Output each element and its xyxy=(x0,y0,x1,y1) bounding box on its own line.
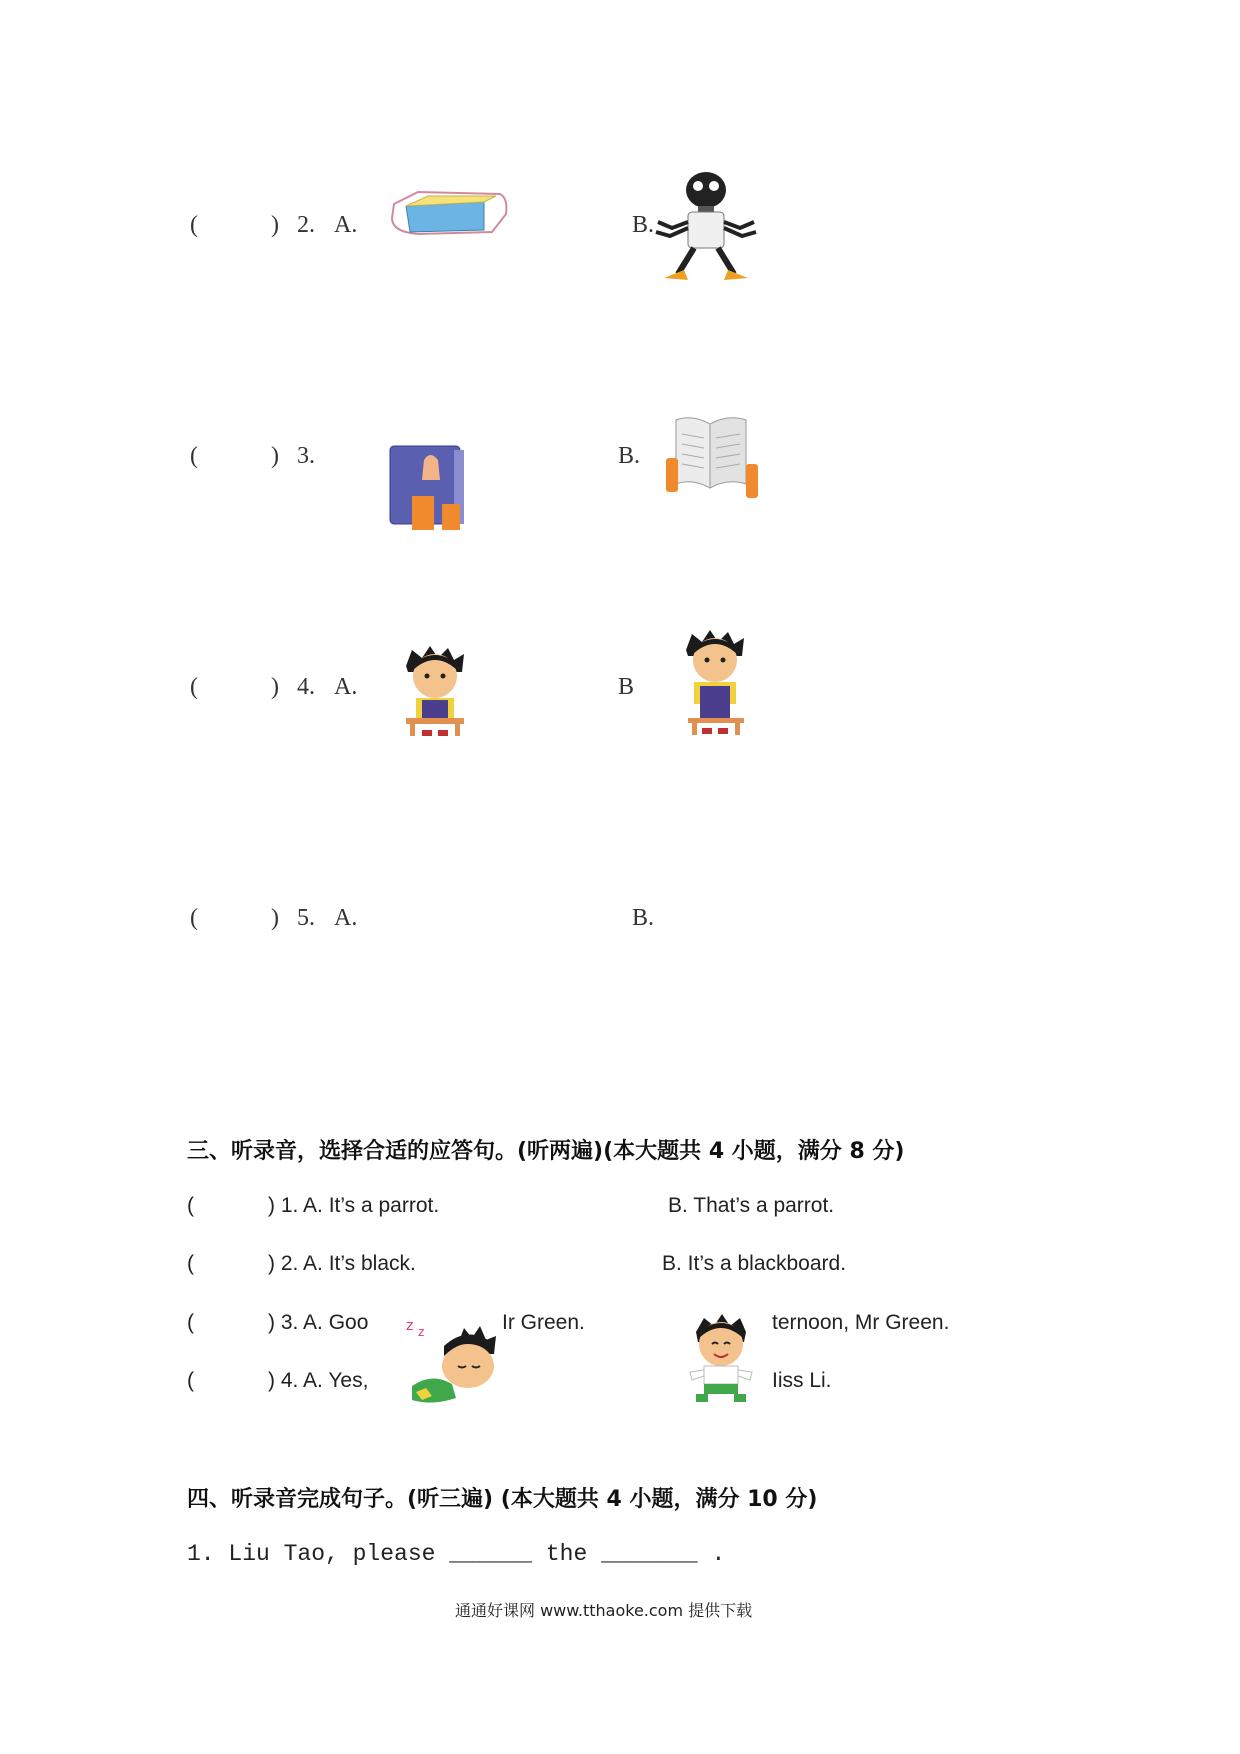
option-b-label: B. xyxy=(632,212,655,238)
answer-paren-open: ( xyxy=(190,674,198,700)
answer-paren: ( xyxy=(187,1194,194,1217)
option-a-label: A. xyxy=(334,674,358,700)
closed-book-icon xyxy=(384,440,476,536)
option-b-text: ternoon, Mr Green. xyxy=(772,1311,950,1334)
answer-paren-open: ( xyxy=(190,905,198,931)
question-number: 2. xyxy=(297,212,315,238)
waking-boy-icon xyxy=(686,1314,758,1406)
page-footer: 通通好课网 www.tthaoke.com 提供下载 xyxy=(455,1601,753,1620)
svg-text:z: z xyxy=(406,1318,414,1334)
option-a-text-tail: Ir Green. xyxy=(502,1311,585,1334)
answer-paren-close: ) xyxy=(271,443,279,469)
svg-text:z: z xyxy=(418,1325,425,1339)
sleeping-boy-icon xyxy=(402,1314,506,1406)
answer-paren-close: ) xyxy=(271,674,279,700)
section4-heading: 四、听录音完成句子。(听三遍) (本大题共 4 小题，满分 10 分) xyxy=(187,1487,818,1512)
boy-standing-icon xyxy=(678,630,754,738)
option-a-text: ) 1. A. It’s a parrot. xyxy=(268,1194,440,1217)
boy-sitting-icon xyxy=(398,646,472,740)
answer-paren-open: ( xyxy=(190,212,198,238)
option-b-text: B. It’s a blackboard. xyxy=(662,1252,847,1275)
robot-icon xyxy=(650,170,762,288)
option-b-label: B. xyxy=(632,905,655,931)
answer-paren: ( xyxy=(187,1252,194,1275)
question-number: 3. xyxy=(297,443,315,469)
question-number: 4. xyxy=(297,674,315,700)
option-a-label: A. xyxy=(334,905,358,931)
question-number: 5. xyxy=(297,905,315,931)
answer-paren-close: ) xyxy=(271,905,279,931)
answer-paren-close: ) xyxy=(271,212,279,238)
eraser-icon xyxy=(388,190,510,238)
option-a-label: A. xyxy=(334,212,358,238)
option-a-text: ) 3. A. Goo xyxy=(268,1311,369,1334)
option-b-label: B xyxy=(618,674,635,700)
open-book-icon xyxy=(662,414,762,498)
option-b-text: Iiss Li. xyxy=(772,1369,832,1392)
option-b-label: B. xyxy=(618,443,641,469)
section3-heading: 三、听录音，选择合适的应答句。(听两遍)(本大题共 4 小题，满分 8 分) xyxy=(187,1139,905,1164)
option-a-text: ) 2. A. It’s black. xyxy=(268,1252,416,1275)
fill-in-sentence: 1. Liu Tao, please ______ the _______ . xyxy=(187,1541,726,1567)
option-b-text: B. That’s a parrot. xyxy=(668,1194,835,1217)
answer-paren: ( xyxy=(187,1369,194,1392)
option-a-text: ) 4. A. Yes, xyxy=(268,1369,369,1392)
answer-paren-open: ( xyxy=(190,443,198,469)
answer-paren: ( xyxy=(187,1311,194,1334)
